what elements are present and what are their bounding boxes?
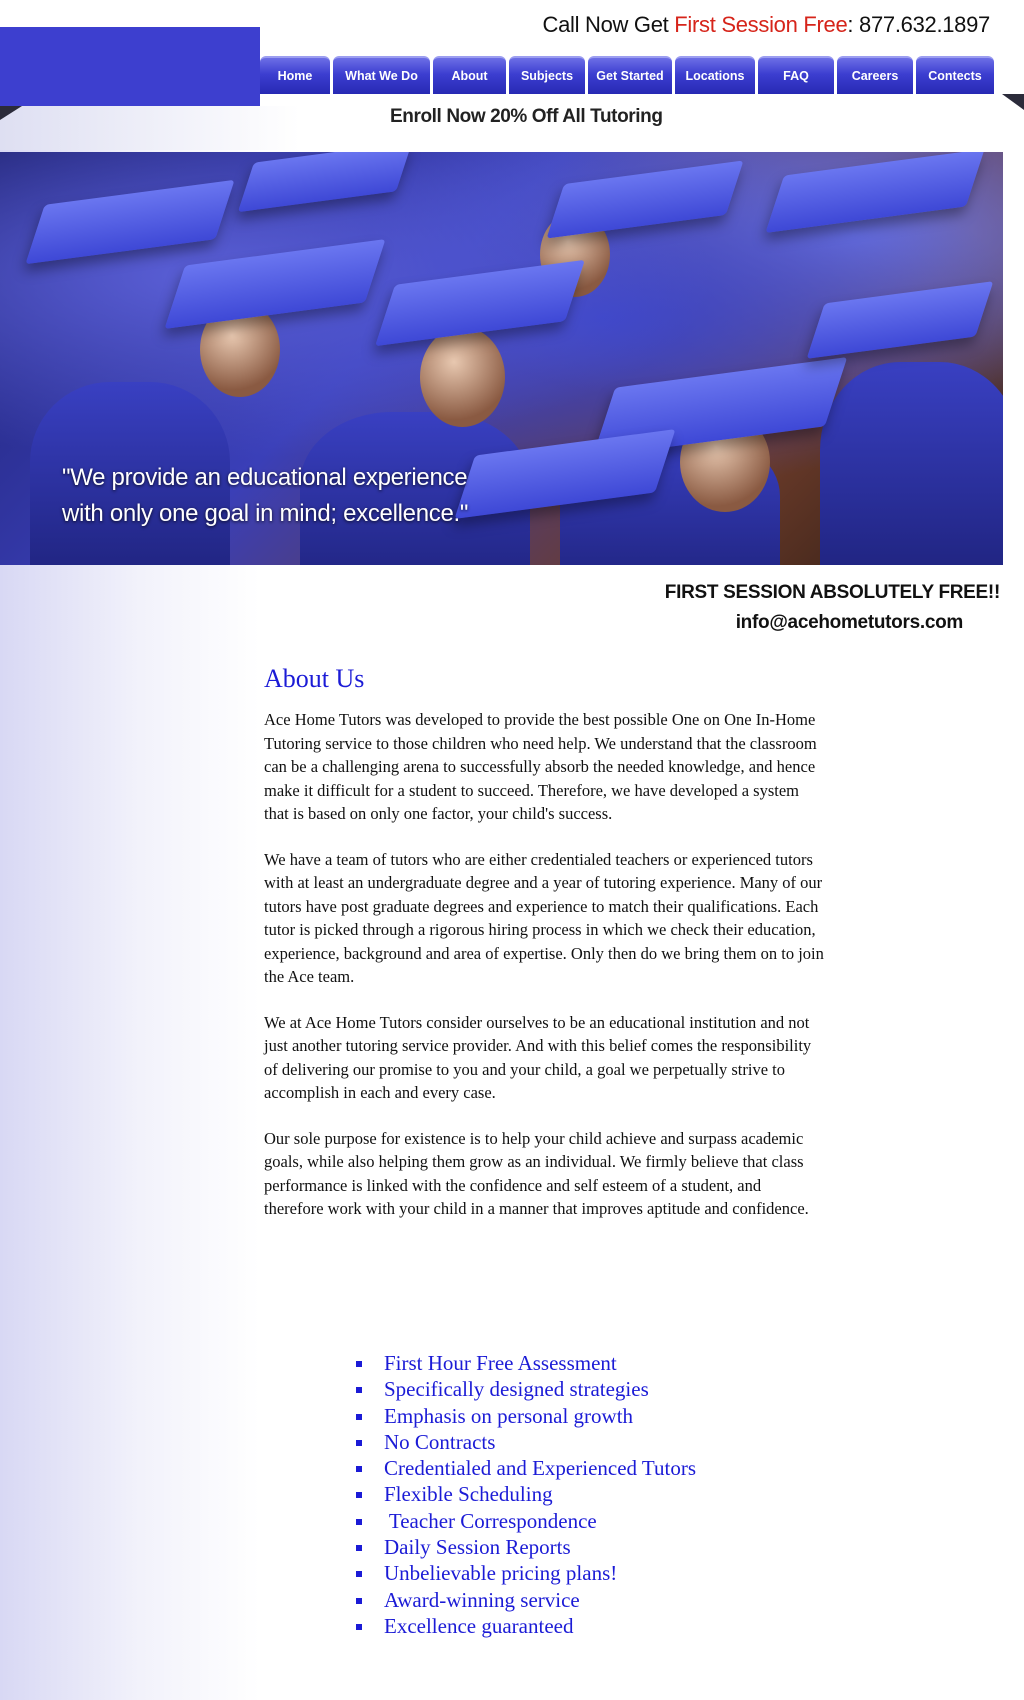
- graduation-cap: [807, 281, 994, 359]
- feature-item: Teacher Correspondence: [356, 1508, 696, 1534]
- feature-item: Excellence guaranteed: [356, 1613, 696, 1639]
- nav-ribbon-fold-right: [1002, 94, 1024, 110]
- logo-shadow: [0, 106, 300, 150]
- feature-item: Unbelievable pricing plans!: [356, 1560, 696, 1586]
- nav-item-home[interactable]: Home: [260, 56, 330, 94]
- nav-item-faq[interactable]: FAQ: [758, 56, 834, 94]
- nav-item-locations[interactable]: Locations: [675, 56, 755, 94]
- hero-banner-graduates: [0, 152, 1003, 565]
- feature-item: Daily Session Reports: [356, 1534, 696, 1560]
- feature-item: Award-winning service: [356, 1587, 696, 1613]
- page-title: About Us: [264, 664, 365, 693]
- call-now-banner: [542, 12, 990, 38]
- nav-ribbon-fold-left: [0, 106, 22, 120]
- nav-item-about[interactable]: About: [433, 56, 506, 94]
- feature-item: Flexible Scheduling: [356, 1481, 696, 1507]
- graduation-cap: [765, 152, 984, 233]
- nav-item-subjects[interactable]: Subjects: [509, 56, 585, 94]
- nav-item-careers[interactable]: Careers: [837, 56, 913, 94]
- phone-number[interactable]: : 877.632.1897: [847, 12, 990, 37]
- first-session-free-text: FIRST SESSION ABSOLUTELY FREE!!: [664, 582, 1000, 603]
- feature-item: Credentialed and Experienced Tutors: [356, 1455, 696, 1481]
- about-paragraph: We at Ace Home Tutors consider ourselves to be an educational institution and not just another tutoring service provider. And with this belief comes the responsibility of delivering our promise to you and your child, a goal we perpetually strive to accomplish in each and every case.: [264, 1012, 812, 1102]
- graduate-head: [420, 327, 505, 427]
- feature-item: First Hour Free Assessment: [356, 1350, 696, 1376]
- about-paragraph: Ace Home Tutors was developed to provide the best possible One on One In-Home Tutoring service to those children who need help. We understand that the classroom can be a challenging arena to successfully absorb the needed knowledge, and hence make it difficult for a student to succeed. Therefore, we have developed a system that is based on only one factor, your child's success.: [264, 710, 817, 823]
- graduate-gown: [820, 362, 1003, 565]
- feature-item: Specifically designed strategies: [356, 1376, 696, 1402]
- hero-quote: [62, 460, 468, 532]
- features-list: [356, 1350, 696, 1639]
- feature-item: No Contracts: [356, 1429, 696, 1455]
- promo-block: [665, 578, 1000, 638]
- about-section: [264, 664, 824, 1243]
- nav-item-get-started[interactable]: Get Started: [588, 56, 672, 94]
- main-nav: [260, 56, 1006, 94]
- hero-quote-line-1: "We provide an educational experience: [62, 464, 468, 491]
- graduation-cap: [238, 152, 412, 212]
- graduation-cap: [25, 180, 234, 264]
- enroll-promo: Enroll Now 20% Off All Tutoring: [390, 106, 663, 127]
- about-paragraph: We have a team of tutors who are either credentialed teachers or experienced tutors with at least an undergraduate degree and a year of tutoring experience. Many of our tutors have post graduate degrees and experience to match their qualifications. Each tutor is picked through a rigorous hiring process in which we check their education, experience, background and area of expertise. Only then do we bring them on to join the Ace team.: [264, 849, 824, 986]
- contact-email-link[interactable]: info@acehometutors.com: [735, 612, 963, 633]
- about-paragraph: Our sole purpose for existence is to help your child achieve and surpass academic goals, while also helping them grow as an individual. We firmly believe that class performance is linked with the confidence and self esteem of a student, and therefore work with your child in a manner that improves aptitude and confidence.: [264, 1128, 809, 1218]
- call-prefix: Call Now Get: [542, 12, 675, 37]
- logo[interactable]: [0, 27, 260, 106]
- first-session-free-highlight: First Session Free: [674, 12, 848, 37]
- hero-quote-line-2: with only one goal in mind; excellence.": [62, 500, 469, 527]
- graduation-cap: [546, 160, 743, 238]
- nav-item-what-we-do[interactable]: What We Do: [333, 56, 430, 94]
- nav-item-contects[interactable]: Contects: [916, 56, 994, 94]
- feature-item: Emphasis on personal growth: [356, 1403, 696, 1429]
- graduation-cap: [164, 239, 385, 329]
